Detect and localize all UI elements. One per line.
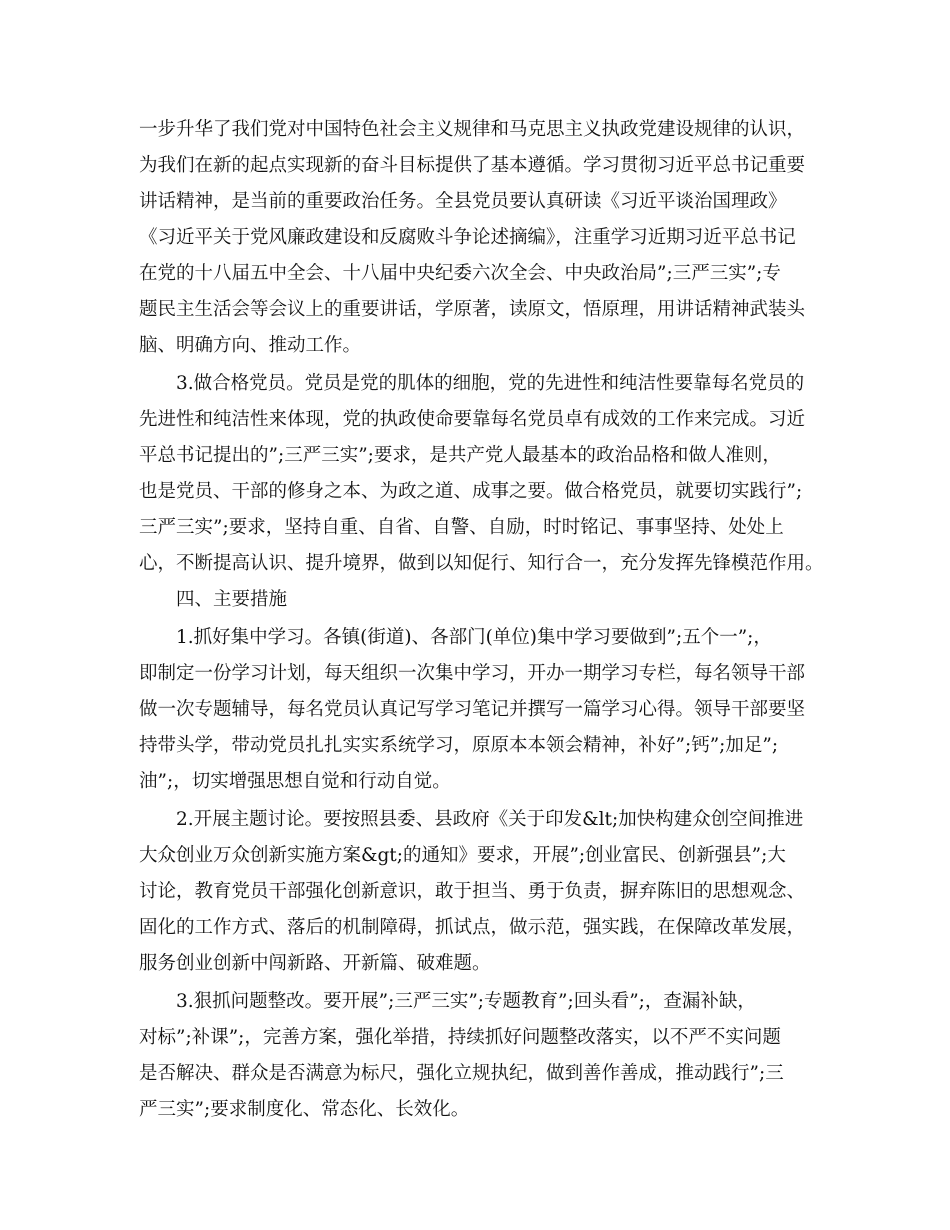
paragraph-line: 大众创业万众创新实施方案&gt;的通知》要求，开展”;创业富民、创新强县”;大 [139, 845, 786, 866]
paragraph-line: 题民主生活会等会议上的重要讲话，学原著，读原文，悟原理，用讲话精神武装头 [139, 299, 806, 320]
paragraph-line: 严三实”;要求制度化、常态化、长效化。 [139, 1099, 470, 1120]
paragraph-line: 平总书记提出的”;三严三实”;要求，是共产党人最基本的政治品格和做人准则， [139, 445, 781, 466]
paragraph-line: 也是党员、干部的修身之本、为政之道、成事之要。做合格党员，就要切实践行”; [139, 481, 803, 502]
paragraph-first-line: 2.开展主题讨论。要按照县委、县政府《关于印发&lt;加快构建众创空间推进 [176, 809, 804, 830]
section-heading: 四、主要措施 [176, 589, 288, 610]
paragraph-line: 固化的工作方式、落后的机制障碍，抓试点，做示范，强实践，在保障改革发展， [139, 917, 806, 938]
paragraph-line: 为我们在新的起点实现新的奋斗目标提供了基本遵循。学习贯彻习近平总书记重要 [139, 155, 806, 176]
paragraph-line: 先进性和纯洁性来体现，党的执政使命要靠每名党员卓有成效的工作来完成。习近 [139, 409, 806, 430]
paragraph-line: 油”;，切实增强思想自觉和行动自觉。 [139, 771, 451, 792]
paragraph-line: 对标”;补课”;，完善方案，强化举措，持续抓好问题整改落实，以不严不实问题 [139, 1027, 781, 1048]
paragraph-line: 做一次专题辅导，每名党员认真记写学习笔记并撰写一篇学习心得。领导干部要坚 [139, 699, 806, 720]
paragraph-first-line: 1.抓好集中学习。各镇(街道)、各部门(单位)集中学习要做到”;五个一”;， [176, 627, 772, 648]
paragraph-line: 脑、明确方向、推动工作。 [139, 335, 362, 356]
paragraph-line: 讨论，教育党员干部强化创新意识，敢于担当、勇于负责，摒弃陈旧的思想观念、 [139, 881, 806, 902]
paragraph-line: 服务创业创新中闯新路、开新篇、破难题。 [139, 953, 491, 974]
paragraph-line: 三严三实”;要求，坚持自重、自省、自警、自励，时时铭记、事事坚持、处处上 [139, 517, 784, 538]
paragraph-line: 一步升华了我们党对中国特色社会主义规律和马克思主义执政党建设规律的认识， [139, 119, 806, 140]
paragraph-first-line: 3.狠抓问题整改。要开展”;三严三实”;专题教育”;回头看”;，查漏补缺， [176, 991, 756, 1012]
paragraph-line: 心，不断提高认识、提升境界，做到以知促行、知行合一，充分发挥先锋模范作用。 [139, 553, 824, 574]
paragraph-line: 在党的十八届五中全会、十八届中央纪委六次全会、中央政治局”;三严三实”;专 [139, 263, 781, 284]
paragraph-line: 即制定一份学习计划，每天组织一次集中学习，开办一期学习专栏，每名领导干部 [139, 663, 806, 684]
paragraph-line: 讲话精神，是当前的重要政治任务。全县党员要认真研读《习近平谈治国理政》 [139, 191, 787, 212]
paragraph-line: 《习近平关于党风廉政建设和反腐败斗争论述摘编》，注重学习近期习近平总书记 [139, 227, 796, 248]
paragraph-line: 持带头学，带动党员扎扎实实系统学习，原原本本领会精神，补好”;钙”;加足”; [139, 735, 779, 756]
paragraph-first-line: 3.做合格党员。党员是党的肌体的细胞，党的先进性和纯洁性要靠每名党员的 [176, 373, 805, 394]
paragraph-line: 是否解决、群众是否满意为标尺，强化立规执纪，做到善作善成，推动践行”;三 [139, 1063, 784, 1084]
